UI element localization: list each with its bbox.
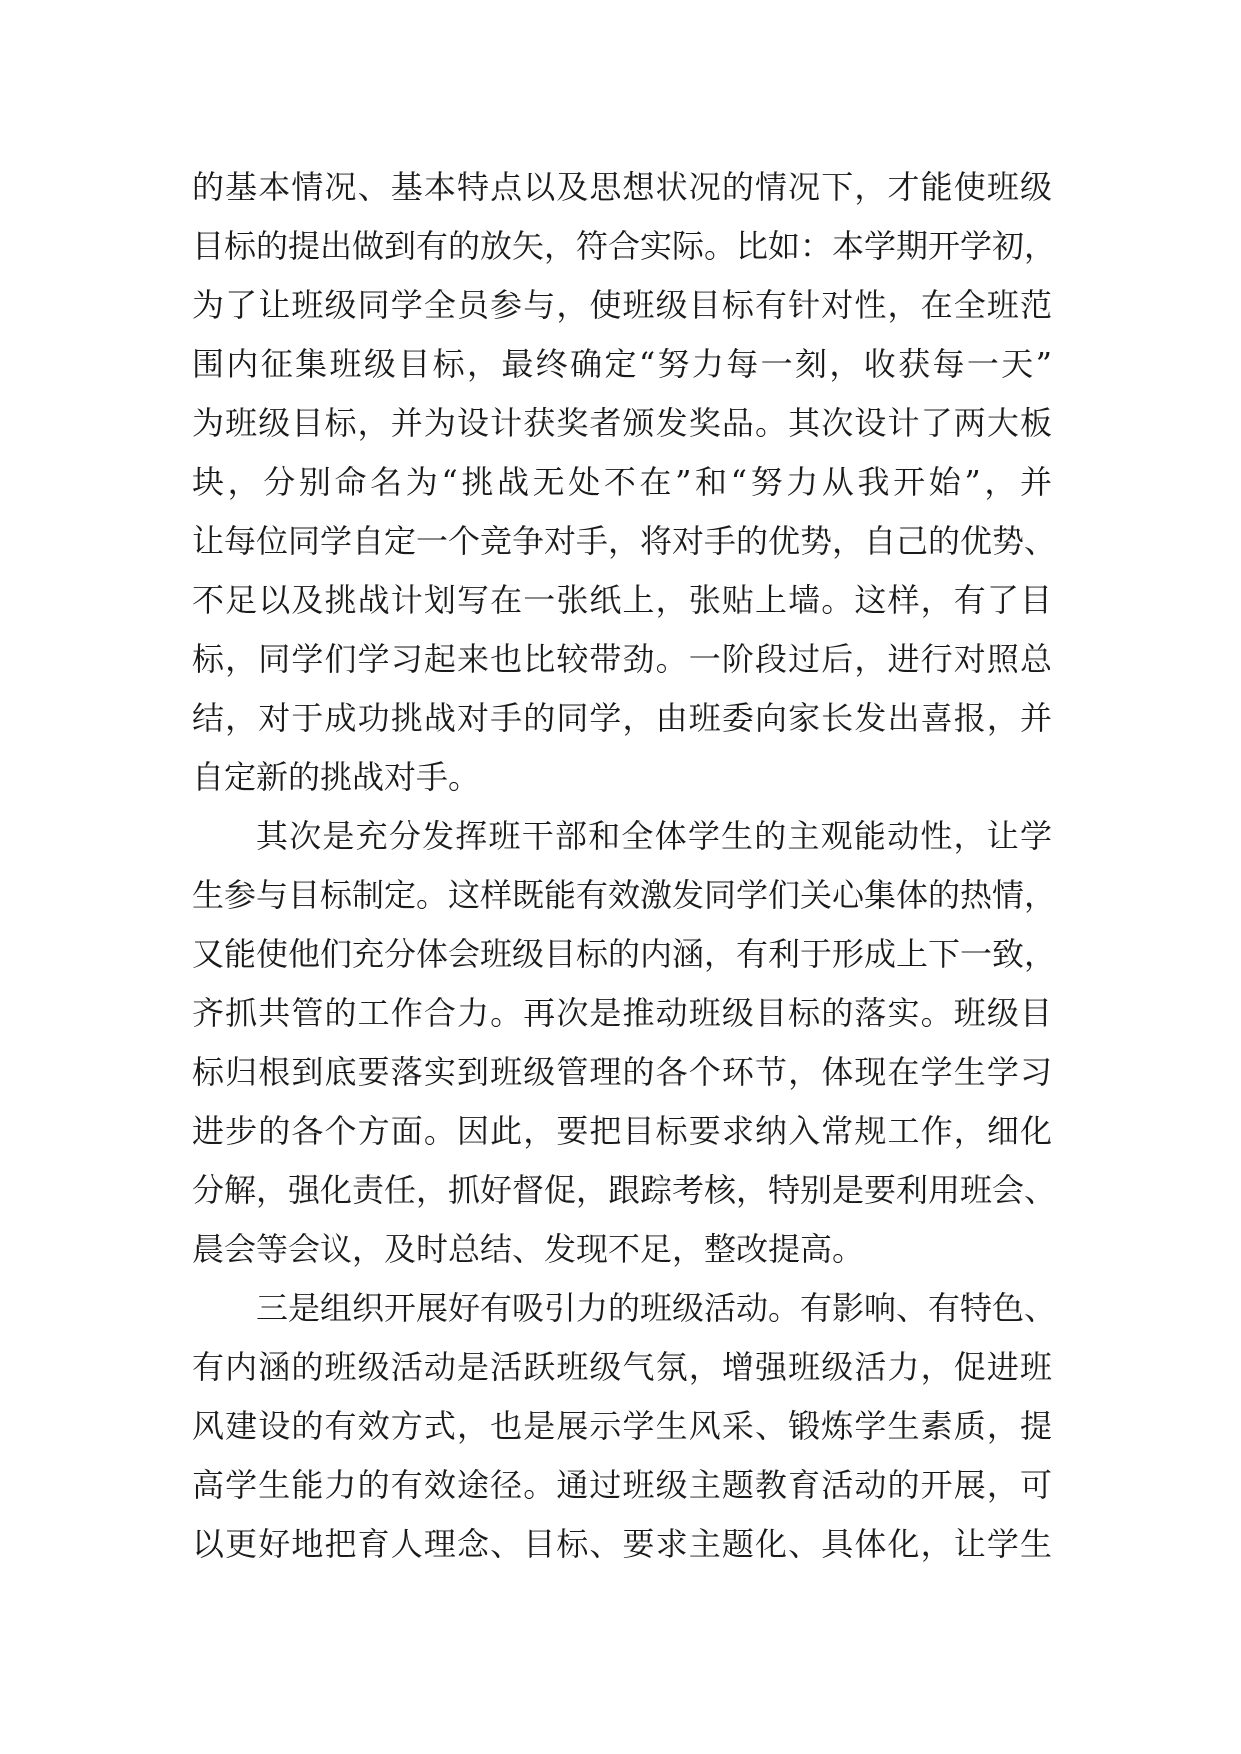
text-line: 风建设的有效方式，也是展示学生风采、锻炼学生素质，提	[192, 1407, 1052, 1445]
paragraph	[192, 1279, 1057, 1574]
text-line: 自定新的挑战对手。	[192, 758, 481, 796]
text-line: 结，对于成功挑战对手的同学，由班委向家长发出喜报，并	[192, 699, 1052, 737]
text-line: 生参与目标制定。这样既能有效激发同学们关心集体的热情，	[192, 876, 1057, 914]
text-line: 齐抓共管的工作合力。再次是推动班级目标的落实。班级目	[192, 994, 1052, 1032]
text-line: 让每位同学自定一个竞争对手，将对手的优势，自己的优势、	[192, 522, 1057, 560]
paragraph	[192, 158, 1057, 807]
text-line: 目标的提出做到有的放矢，符合实际。比如：本学期开学初，	[192, 227, 1057, 265]
text-line: 有内涵的班级活动是活跃班级气氛，增强班级活力，促进班	[192, 1348, 1052, 1386]
text-line: 高学生能力的有效途径。通过班级主题教育活动的开展，可	[192, 1466, 1052, 1504]
text-line: 不足以及挑战计划写在一张纸上，张贴上墙。这样，有了目	[192, 581, 1052, 619]
paragraph	[192, 807, 1057, 1279]
text-line: 又能使他们充分体会班级目标的内涵，有利于形成上下一致，	[192, 935, 1057, 973]
text-line: 的基本情况、基本特点以及思想状况的情况下，才能使班级	[192, 168, 1052, 206]
text-line: 以更好地把育人理念、目标、要求主题化、具体化，让学生	[192, 1525, 1052, 1563]
text-line: 标，同学们学习起来也比较带劲。一阶段过后，进行对照总	[192, 640, 1052, 678]
text-line: 晨会等会议，及时总结、发现不足，整改提高。	[192, 1230, 865, 1268]
body-text	[192, 158, 1057, 1574]
text-line: 三是组织开展好有吸引力的班级活动。有影响、有特色、	[256, 1289, 1057, 1327]
text-line: 进步的各个方面。因此，要把目标要求纳入常规工作，细化	[192, 1112, 1052, 1150]
text-line: 为班级目标，并为设计获奖者颁发奖品。其次设计了两大板	[192, 404, 1052, 442]
text-line: 块，分别命名为“挑战无处不在”和“努力从我开始”，并	[192, 463, 1052, 501]
text-line: 其次是充分发挥班干部和全体学生的主观能动性，让学	[256, 817, 1052, 855]
text-line: 标归根到底要落实到班级管理的各个环节，体现在学生学习	[192, 1053, 1052, 1091]
text-line: 分解，强化责任，抓好督促，跟踪考核，特别是要利用班会、	[192, 1171, 1057, 1209]
text-line: 为了让班级同学全员参与，使班级目标有针对性，在全班范	[192, 286, 1052, 324]
text-line: 围内征集班级目标，最终确定“努力每一刻，收获每一天”	[192, 345, 1052, 383]
